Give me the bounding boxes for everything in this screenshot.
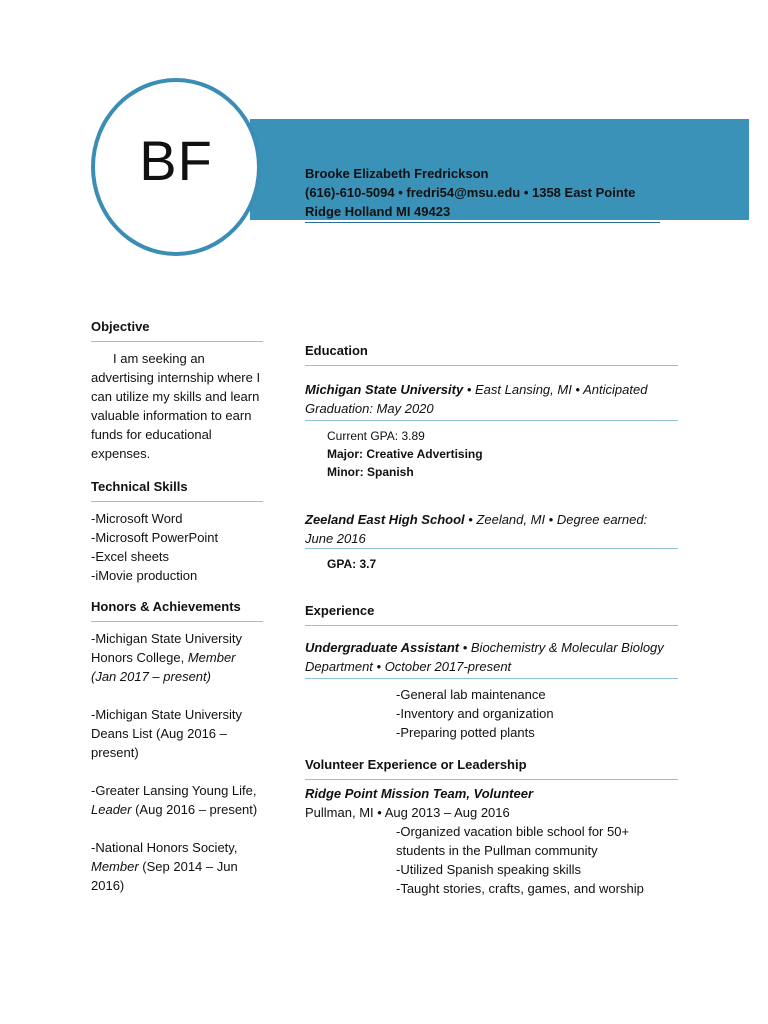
education-line: Minor: Spanish — [327, 465, 414, 479]
bullet-item: -Inventory and organization — [396, 706, 554, 721]
honor-text: -Michigan State University Honors College, — [91, 631, 242, 665]
experience-bullets — [305, 685, 678, 742]
monogram-circle — [91, 78, 261, 256]
bullet-item: -General lab maintenance — [396, 687, 546, 702]
school-name: Zeeland East High School — [305, 512, 465, 527]
education-entry-header — [305, 380, 678, 421]
education-details — [305, 555, 678, 573]
job-detail: • Biochemistry & Molecular Biology Department • October 2017-present — [305, 640, 664, 674]
bullet-item: -Taught stories, crafts, games, and worship — [396, 881, 644, 896]
experience-entry-header — [305, 638, 678, 679]
skill-item: -iMovie production — [91, 568, 198, 583]
bullet-item: -Organized vacation bible school for 50+ students in the Pullman community — [396, 824, 630, 858]
school-name: Michigan State University — [305, 382, 464, 397]
honor-item — [91, 629, 263, 686]
volunteer-location: Pullman, MI • Aug 2013 – Aug 2016 — [305, 805, 510, 820]
bullet-item: -Preparing potted plants — [396, 725, 535, 740]
job-title: Undergraduate Assistant — [305, 640, 460, 655]
volunteer-heading: Volunteer Experience or Leadership — [305, 755, 678, 780]
honor-role: Member — [91, 859, 139, 874]
honor-item — [91, 838, 263, 895]
honors-heading: Honors & Achievements — [91, 597, 263, 622]
skill-item: -Excel sheets — [91, 549, 170, 564]
honor-role: Member — [187, 650, 236, 665]
objective-heading: Objective — [91, 317, 263, 342]
contact-line: (616)-610-5094 • fredri54@msu.edu • 1358 East Pointe Ridge Holland MI 49423 — [305, 185, 636, 219]
volunteer-title: Ridge Point Mission Team, Volunteer — [305, 786, 534, 801]
volunteer-bullets — [305, 822, 678, 898]
education-line: Current GPA: 3.89 — [327, 429, 425, 443]
education-heading: Education — [305, 341, 678, 366]
honor-text: -Greater Lansing Young Life, — [91, 783, 257, 798]
education-line: Major: Creative Advertising — [327, 447, 483, 461]
applicant-name: Brooke Elizabeth Fredrickson — [305, 166, 489, 181]
left-column — [91, 317, 263, 895]
education-line: GPA: 3.7 — [327, 557, 377, 571]
honor-item — [91, 705, 263, 762]
objective-text: I am seeking an advertising internship where I can utilize my skills and learn valuable information to earn funds for educational expenses. — [91, 351, 261, 461]
education-entry-header — [305, 510, 678, 549]
education-details — [305, 427, 678, 481]
experience-heading: Experience — [305, 601, 678, 626]
technical-skills-list — [91, 509, 263, 585]
header-divider — [305, 222, 660, 223]
honor-dates: (Aug 2016 – present) — [131, 802, 258, 817]
right-column — [305, 341, 678, 898]
honor-dates: (Aug 2016 – present) — [91, 726, 227, 760]
skill-item: -Microsoft Word — [91, 511, 183, 526]
honor-item — [91, 781, 263, 819]
honor-role: Leader — [91, 802, 132, 817]
monogram-initials: BF — [139, 128, 213, 192]
contact-block — [305, 164, 665, 221]
honor-text: -Michigan State University Deans List — [91, 707, 242, 741]
technical-skills-heading: Technical Skills — [91, 477, 263, 502]
school-detail: • East Lansing, MI • Anticipated Graduation: May 2020 — [305, 382, 648, 416]
honor-text: -National Honors Society, — [91, 840, 238, 855]
skill-item: -Microsoft PowerPoint — [91, 530, 219, 545]
honor-dates: (Sep 2014 – Jun 2016) — [91, 859, 238, 893]
school-detail: • Zeeland, MI • Degree earned: June 2016 — [305, 512, 648, 546]
bullet-item: -Utilized Spanish speaking skills — [396, 862, 581, 877]
honor-dates: (Jan 2017 – present) — [91, 669, 211, 684]
